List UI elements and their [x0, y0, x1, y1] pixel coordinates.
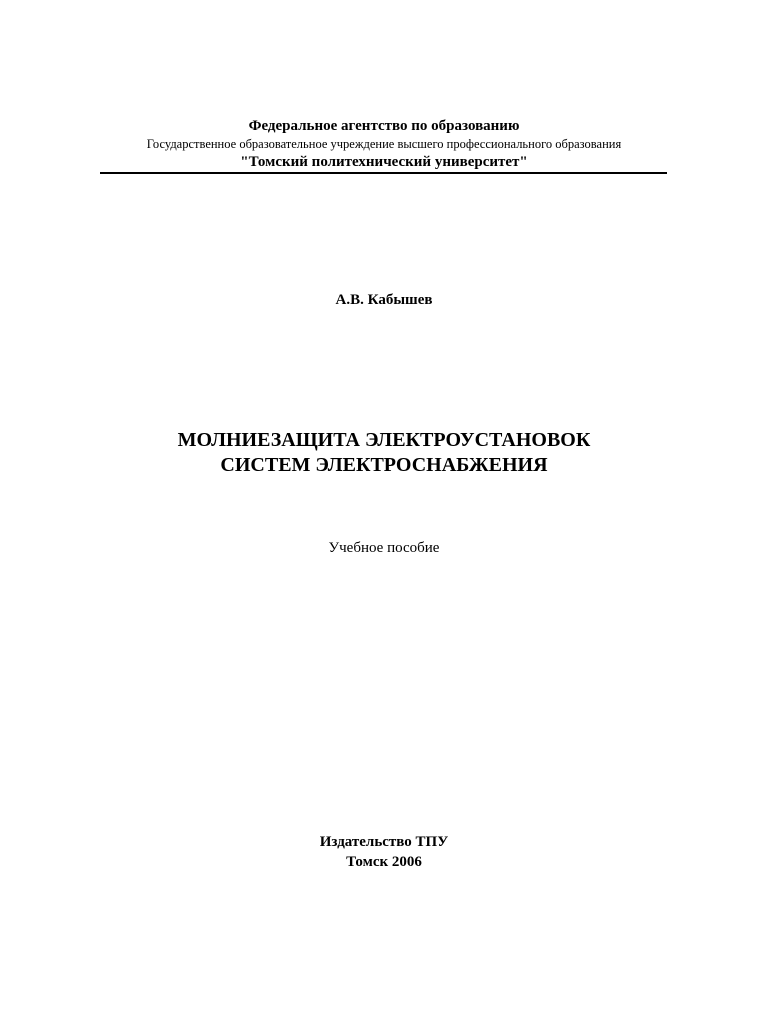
city-year: Томск 2006	[346, 854, 422, 870]
document-type: Учебное пособие	[328, 540, 440, 556]
institution-name: Государственное образовательное учреждение высшего профессионального образования	[146, 137, 622, 151]
author-name: А.В. Кабышев	[335, 292, 433, 308]
publisher-name: Издательство ТПУ	[319, 834, 449, 850]
agency-name: Федеральное агентство по образованию	[248, 118, 520, 134]
document-title	[0, 428, 768, 478]
title-line-1: МОЛНИЕЗАЩИТА ЭЛЕКТРОУСТАНОВОК	[177, 429, 591, 451]
header-divider	[100, 172, 667, 174]
title-line-2: СИСТЕМ ЭЛЕКТРОСНАБЖЕНИЯ	[220, 454, 548, 476]
imprint-block	[0, 832, 768, 872]
header-block	[100, 116, 668, 172]
university-name: "Томский политехнический университет"	[240, 154, 528, 170]
